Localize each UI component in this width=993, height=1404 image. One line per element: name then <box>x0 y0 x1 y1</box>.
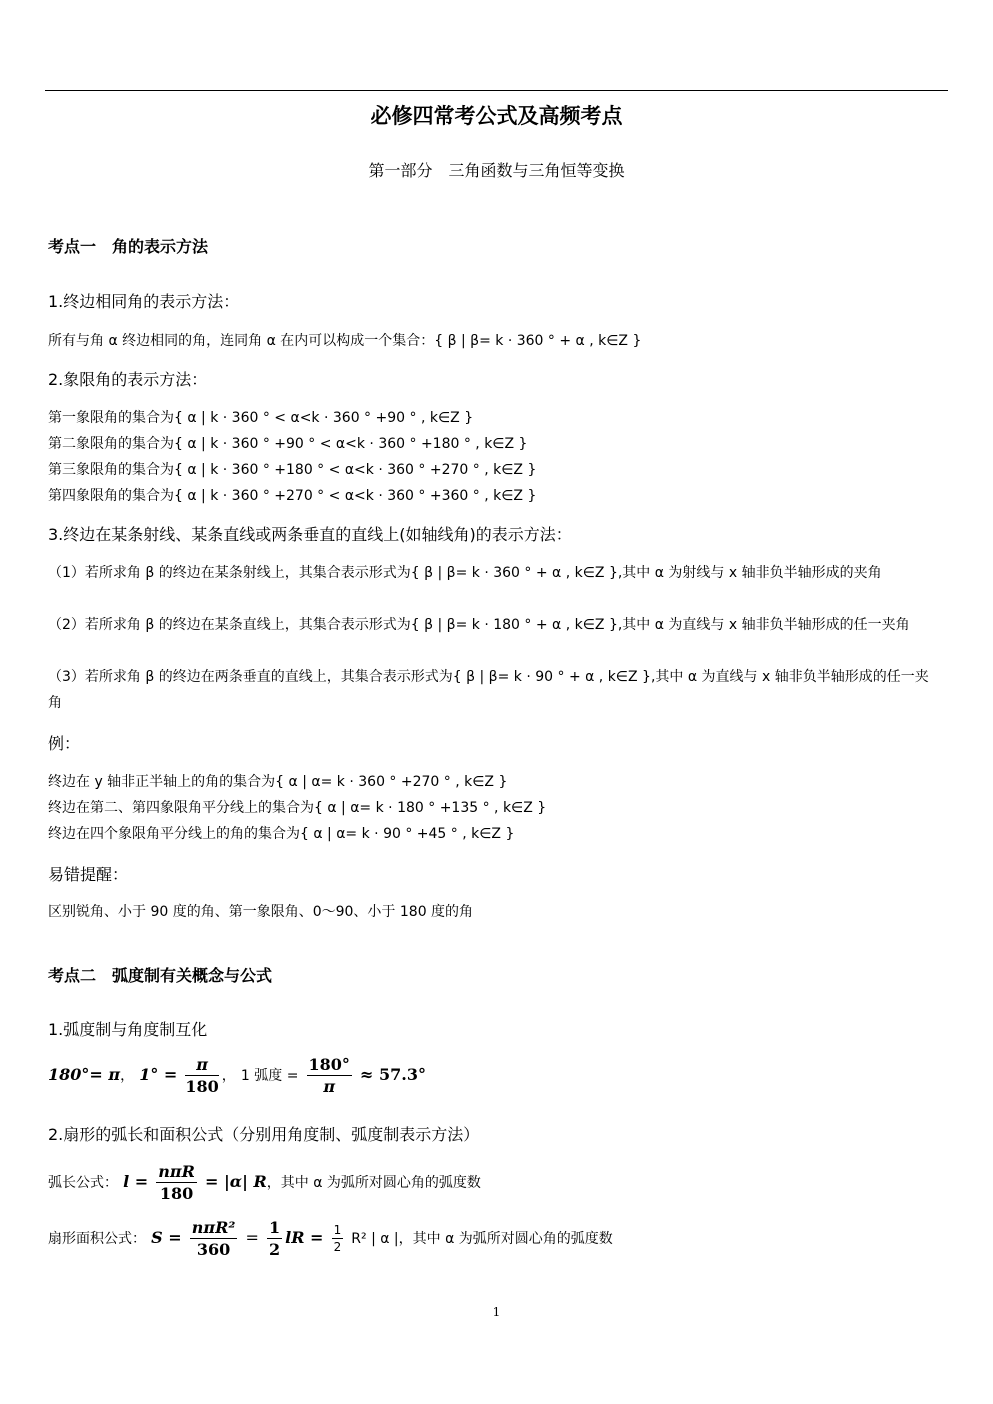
warning-text: 区别锐角、小于 90 度的角、第一象限角、0～90、小于 180 度的角 <box>48 904 474 920</box>
arc-l: l = <box>123 1172 149 1191</box>
heading-coterminal: 1.终边相同角的表示方法： <box>48 292 240 311</box>
case-ray: （1）若所求角 β 的终边在某条射线上，其集合表示形式为{ β | β= k · 360 ° + α , k∈Z },其中 α 为射线与 x 轴非负半轴形成的夹角 <box>48 565 882 581</box>
fraction-npr-180: $\frac{\text{nπR}}{180}$ <box>158 1162 195 1203</box>
section-1-title: 考点一 角的表示方法 <box>48 237 209 256</box>
coterminal-text: 所有与角 α 终边相同的角，连同角 α 在内可以构成一个集合：{ β | β= k · 360 ° + α , k∈Z } <box>48 333 642 349</box>
quadrant-3-set: 第三象限角的集合为{ α | k · 360 ° +180 ° < α<k · 360 ° +270 ° , k∈Z } <box>48 462 537 478</box>
fraction-npr2-360: $\frac{\text{nπR²}}{360}$ <box>191 1218 236 1259</box>
case-line: （2）若所求角 β 的终边在某条直线上，其集合表示形式为{ β | β= k · 180 ° + α , k∈Z },其中 α 为直线与 x 轴非负半轴形成的任一夹角 <box>48 617 910 633</box>
heading-axis-angle: 3.终边在某条射线、某条直线或两条垂直的直线上(如轴线角)的表示方法： <box>48 525 572 544</box>
example-label: 例： <box>48 734 81 753</box>
quadrant-4-set: 第四象限角的集合为{ α | k · 360 ° +270 ° < α<k · 360 ° +360 ° , k∈Z } <box>48 488 537 504</box>
quadrant-1-set: 第一象限角的集合为{ α | k · 360 ° < α<k · 360 ° +90 ° , k∈Z } <box>48 410 474 426</box>
fraction-one-half: $\frac{1}{2}$ <box>268 1218 281 1259</box>
formula-1-degree: 1° = <box>139 1065 178 1084</box>
example-2: 终边在第二、第四象限角平分线上的集合为{ α | α= k · 180 ° +135 ° , k∈Z } <box>48 800 547 816</box>
heading-sector: 2.扇形的弧长和面积公式（分别用角度制、弧度制表示方法） <box>48 1125 480 1144</box>
area-eq: = <box>245 1228 259 1247</box>
formula-sep: ， <box>120 1068 135 1084</box>
formula-sep-2: ， <box>221 1068 236 1084</box>
arc-alpha-r: = |α| R <box>204 1172 267 1191</box>
area-s: S = <box>151 1228 182 1247</box>
arc-label: 弧长公式： <box>48 1175 118 1191</box>
part-subtitle: 第一部分 三角函数与三角恒等变换 <box>368 161 625 180</box>
area-label: 扇形面积公式： <box>48 1231 146 1247</box>
quadrant-2-set: 第二象限角的集合为{ α | k · 360 ° +90 ° < α<k · 360 ° +180 ° , k∈Z } <box>48 436 528 452</box>
arc-note: ，其中 α 为弧所对圆心角的弧度数 <box>266 1175 481 1191</box>
section-2-title: 考点二 弧度制有关概念与公式 <box>48 966 273 985</box>
area-r2-alpha: R² | α | <box>351 1231 399 1247</box>
area-note: ，其中 α 为弧所对圆心角的弧度数 <box>398 1231 613 1247</box>
area-lr: lR = <box>285 1228 324 1247</box>
top-rule <box>45 90 948 91</box>
warning-label: 易错提醒： <box>48 865 129 884</box>
formula-approx: ≈ 57.3° <box>360 1065 426 1084</box>
page-number: 1 <box>492 1305 501 1319</box>
formula-180-pi: 180°= π <box>48 1065 121 1084</box>
formula-1-radian: 1 弧度 = <box>240 1068 299 1084</box>
fraction-180-pi: $\frac{180^\circ}{\pi}$ <box>308 1055 350 1096</box>
case-perpendicular: （3）若所求角 β 的终边在两条垂直的直线上，其集合表示形式为{ β | β= k · 90 ° + α , k∈Z },其中 α 为直线与 x 轴非负半轴形成的任一夹角 <box>48 669 929 711</box>
sector-area-formula <box>48 1218 613 1259</box>
conversion-formula <box>48 1055 426 1096</box>
fraction-one-half-small: $\frac{1}{2}$ <box>333 1223 342 1254</box>
document-title: 必修四常考公式及高频考点 <box>370 103 623 128</box>
heading-quadrant: 2.象限角的表示方法： <box>48 370 208 389</box>
arc-length-formula <box>48 1162 481 1203</box>
example-1: 终边在 y 轴非正半轴上的角的集合为{ α | α= k · 360 ° +270 ° , k∈Z } <box>48 774 508 790</box>
fraction-pi-180: $\frac{\pi}{180}$ <box>185 1055 219 1096</box>
heading-conversion: 1.弧度制与角度制互化 <box>48 1020 208 1039</box>
example-3: 终边在四个象限角平分线上的角的集合为{ α | α= k · 90 ° +45 ° , k∈Z } <box>48 826 515 842</box>
